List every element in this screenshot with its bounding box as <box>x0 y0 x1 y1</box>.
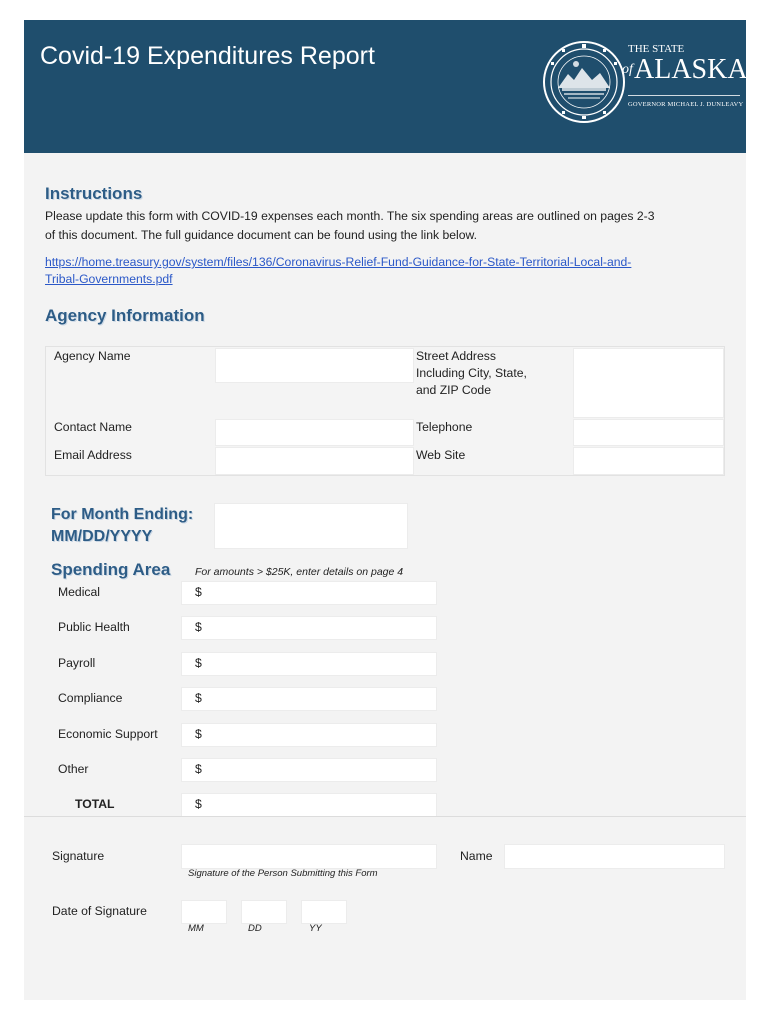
contact-name-label: Contact Name <box>54 420 132 434</box>
currency-symbol: $ <box>195 656 202 670</box>
signature-caption: Signature of the Person Submitting this Form <box>188 868 378 879</box>
economic-support-amount-field[interactable] <box>181 723 437 747</box>
date-day-field[interactable] <box>241 900 287 924</box>
guidance-link[interactable] <box>45 254 705 288</box>
header-banner <box>24 20 746 153</box>
currency-symbol: $ <box>195 585 202 599</box>
street-address-label-1: Street Address <box>416 349 496 363</box>
spending-label-payroll: Payroll <box>58 656 96 670</box>
name-label: Name <box>460 849 493 863</box>
spending-label-public-health: Public Health <box>58 620 130 634</box>
spending-label-compliance: Compliance <box>58 691 123 705</box>
web-site-field[interactable] <box>573 447 724 475</box>
page-title: Covid-19 Expenditures Report <box>40 42 375 70</box>
telephone-field[interactable] <box>573 419 724 446</box>
email-address-label: Email Address <box>54 448 132 462</box>
instructions-heading: Instructions <box>45 184 143 203</box>
logo-top-text: THE STATE <box>628 43 685 55</box>
street-address-field[interactable] <box>573 348 724 418</box>
spending-label-other: Other <box>58 762 89 776</box>
signature-field[interactable] <box>181 844 437 869</box>
currency-symbol: $ <box>195 691 202 705</box>
compliance-amount-field[interactable] <box>181 687 437 711</box>
name-field[interactable] <box>504 844 725 869</box>
date-year-caption: YY <box>309 923 322 934</box>
agency-name-label: Agency Name <box>54 349 131 363</box>
logo-main-text: ALASKA <box>634 54 748 85</box>
month-ending-field[interactable] <box>214 503 408 549</box>
date-of-signature-label: Date of Signature <box>52 904 147 918</box>
month-ending-label <box>51 504 193 548</box>
currency-symbol: $ <box>195 727 202 741</box>
spending-area-heading: Spending Area <box>51 560 171 579</box>
agency-name-field[interactable] <box>215 348 414 383</box>
instructions-line-2: of this document. The full guidance document can be found using the link below. <box>45 228 478 242</box>
currency-symbol: $ <box>195 762 202 776</box>
spending-label-total: TOTAL <box>75 797 115 811</box>
agency-information-heading: Agency Information <box>45 306 205 325</box>
email-address-field[interactable] <box>215 447 414 475</box>
logo-of-text: of <box>622 62 633 77</box>
street-address-label-2: Including City, State, <box>416 366 527 380</box>
street-address-label-3: and ZIP Code <box>416 383 491 397</box>
web-site-label: Web Site <box>416 448 466 462</box>
currency-symbol: $ <box>195 797 202 811</box>
month-ending-line-2: MM/DD/YYYY <box>51 528 153 545</box>
date-month-caption: MM <box>188 923 204 934</box>
date-month-field[interactable] <box>181 900 227 924</box>
form-page <box>24 20 746 1000</box>
agency-information-table <box>45 346 725 476</box>
total-amount-field[interactable] <box>181 793 437 817</box>
logo-divider <box>628 95 740 96</box>
date-year-field[interactable] <box>301 900 347 924</box>
medical-amount-field[interactable] <box>181 581 437 605</box>
date-day-caption: DD <box>248 923 262 934</box>
payroll-amount-field[interactable] <box>181 652 437 676</box>
guidance-link-line-1[interactable]: https://home.treasury.gov/system/files/136/Coronavirus-Relief-Fund-Guidance-for-State-Territorial-Local-and- <box>45 255 632 269</box>
state-seal-icon <box>542 40 626 124</box>
public-health-amount-field[interactable] <box>181 616 437 640</box>
currency-symbol: $ <box>195 620 202 634</box>
spending-note: For amounts > $25K, enter details on page 4 <box>195 566 404 578</box>
telephone-label: Telephone <box>416 420 473 434</box>
spending-label-economic-support: Economic Support <box>58 727 158 741</box>
month-ending-line-1: For Month Ending: <box>51 506 194 523</box>
contact-name-field[interactable] <box>215 419 414 446</box>
signature-label: Signature <box>52 849 105 863</box>
guidance-link-line-2[interactable]: Tribal-Governments.pdf <box>45 272 173 286</box>
spending-label-medical: Medical <box>58 585 100 599</box>
other-amount-field[interactable] <box>181 758 437 782</box>
instructions-line-1: Please update this form with COVID-19 expenses each month. The six spending areas are outlined on pages 2-3 <box>45 209 655 223</box>
logo-sub-text: GOVERNOR MICHAEL J. DUNLEAVY <box>628 101 744 108</box>
section-divider <box>24 816 746 817</box>
